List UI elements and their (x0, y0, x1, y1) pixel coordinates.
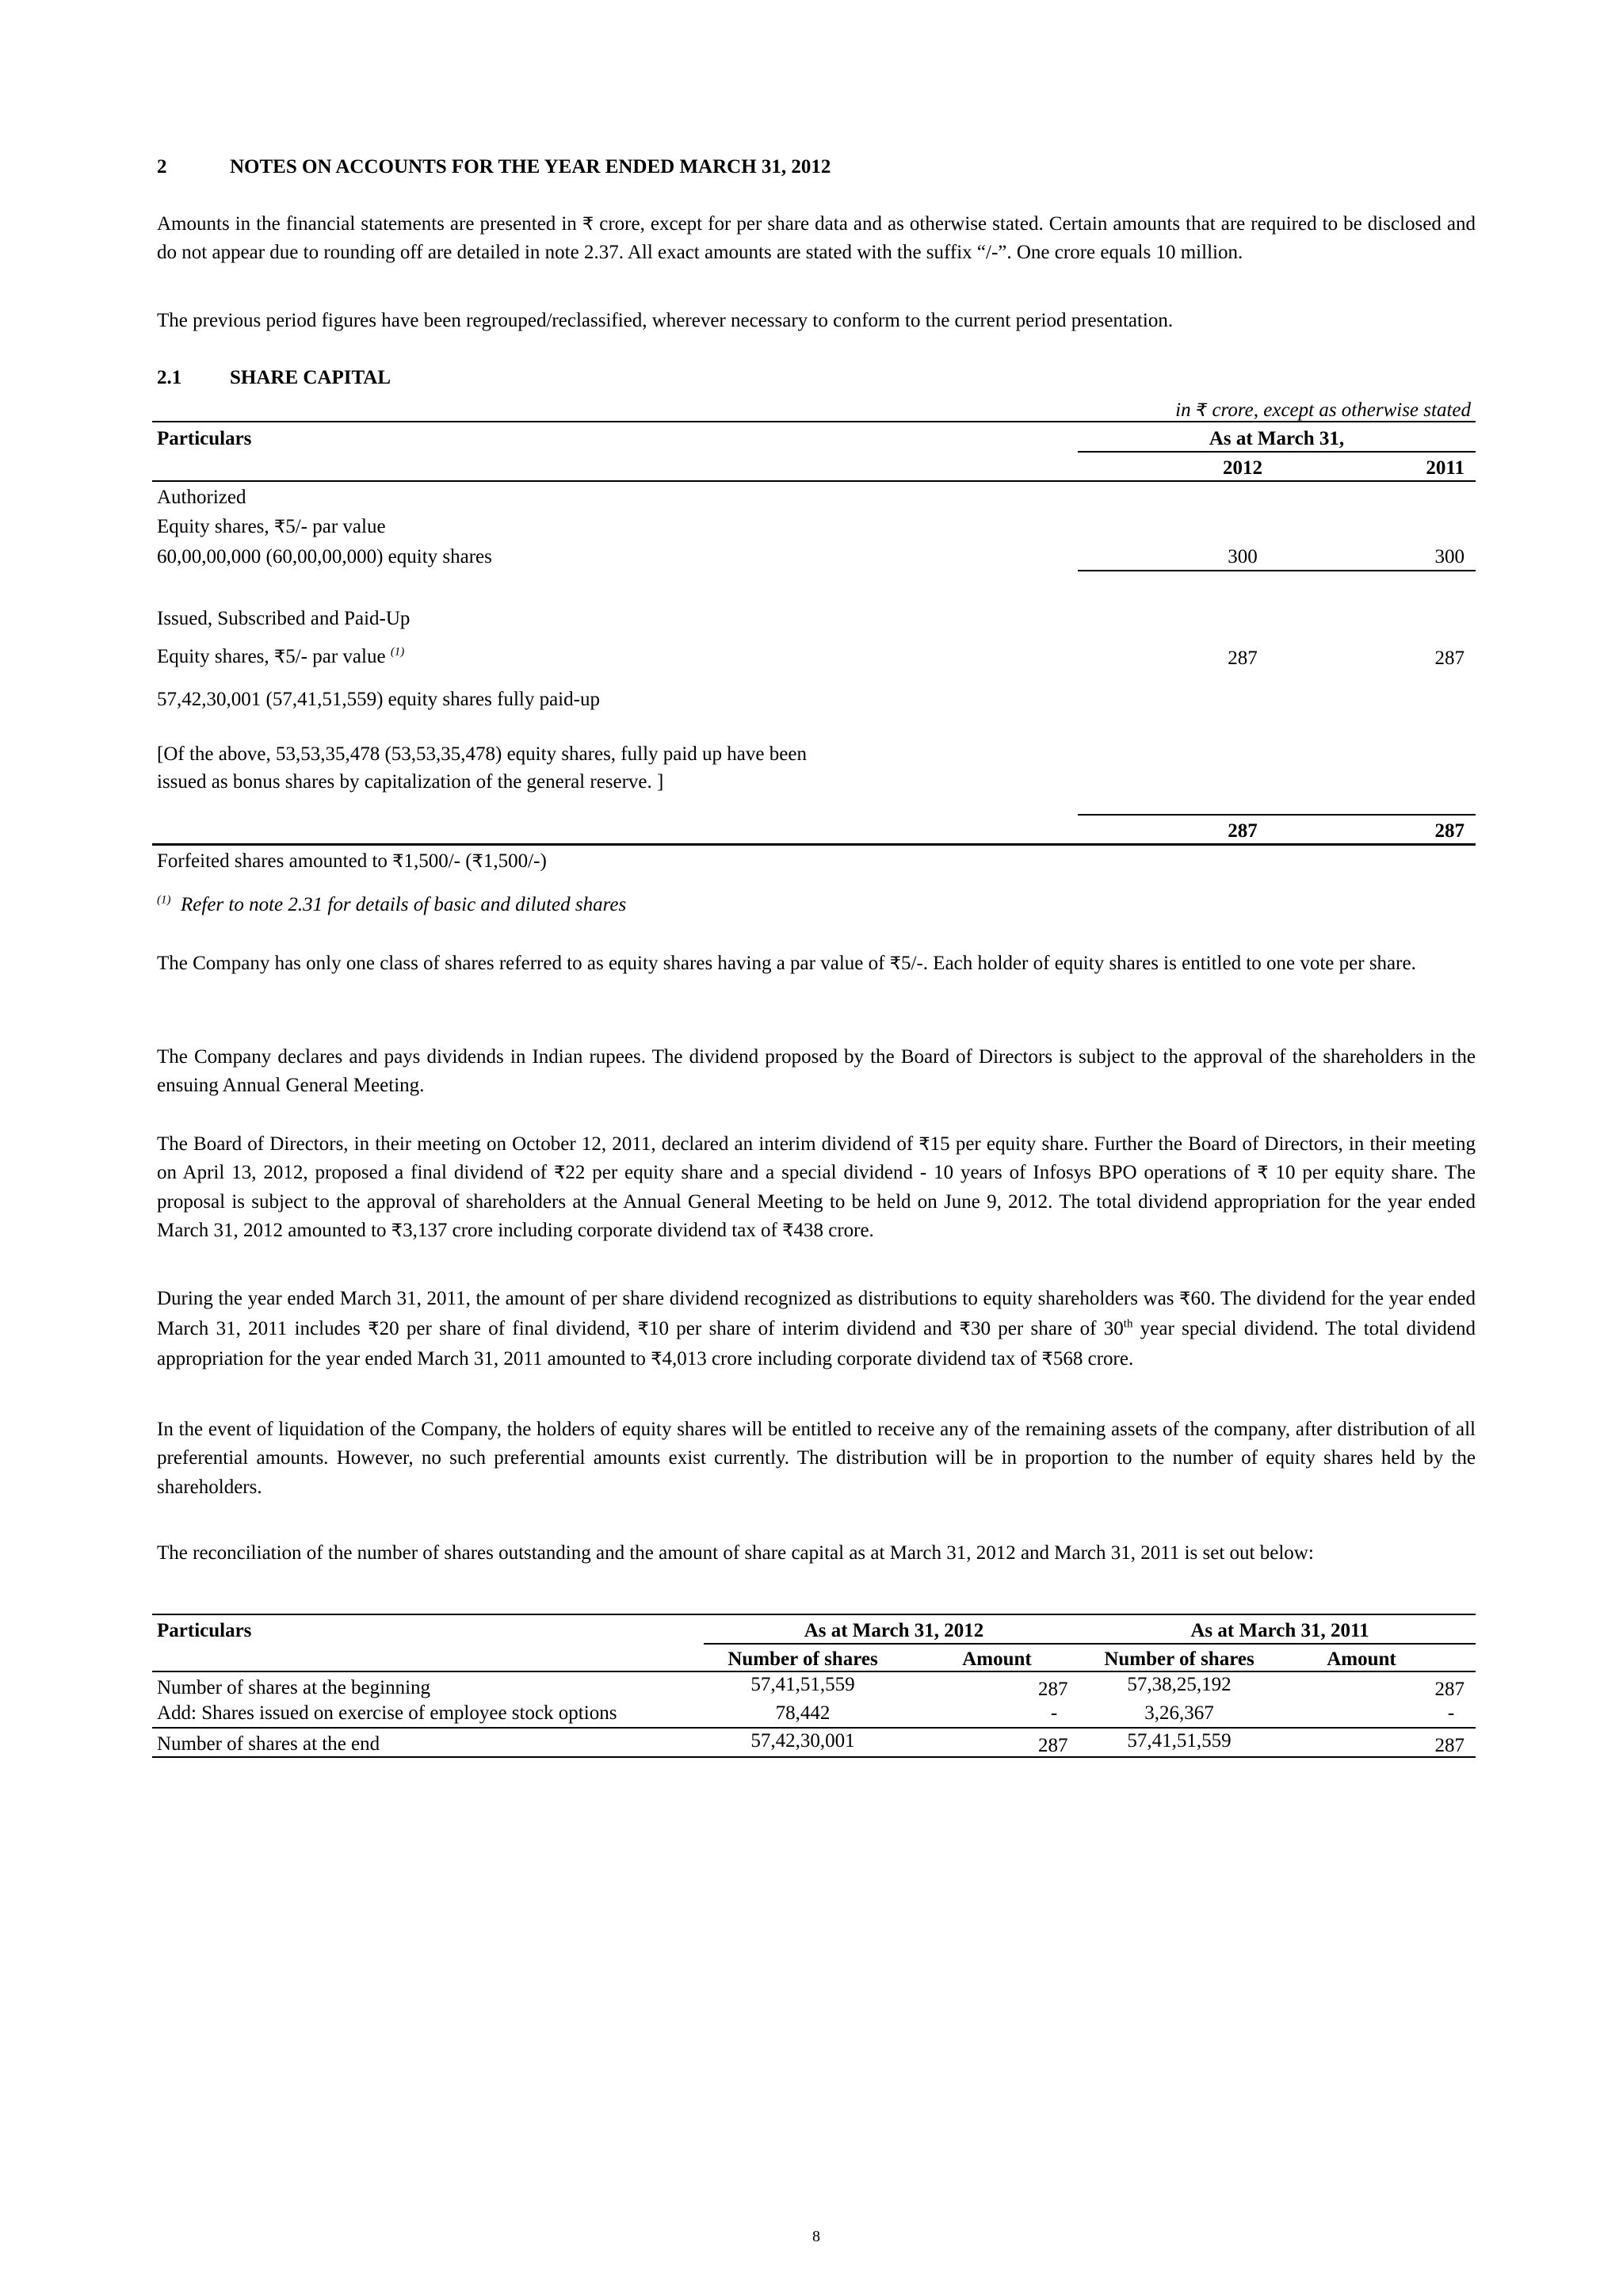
paragraph-liquidation: In the event of liquidation of the Company, the holders of equity shares will be entitled to receive any of the remaining assets of the company, after distribution of all preferential amounts. However, no such preferential amounts exist currently. The distribution will be in proportion to the number of equity shares held by the shareholders. (157, 1419, 1476, 1498)
table1-subheader-rule (1078, 451, 1476, 453)
page-number: 8 (812, 2228, 820, 2245)
issued-2011-value: 287 (1434, 648, 1465, 669)
table2-row-label: Add: Shares issued on exercise of employee stock options (157, 1702, 617, 1724)
issued-par-value: Equity shares, ₹5/- par value $^{(1)}$ (157, 645, 405, 667)
intro-paragraph-2: The previous period figures have been regrouped/reclassified, wherever necessary to conform to the current period presentation. (157, 310, 1174, 331)
units-note: in ₹ crore, except as otherwise stated (1175, 399, 1471, 421)
table2-row-amount-2012: - (1050, 1702, 1058, 1724)
table1-header-rule (152, 480, 1476, 482)
total-2011-value: 287 (1434, 820, 1465, 842)
table2-col-shares-2012: Number of shares (727, 1648, 878, 1670)
authorized-shares-label: 60,00,00,000 (60,00,00,000) equity shares (157, 546, 492, 567)
forfeited-shares-note: Forfeited shares amounted to ₹1,500/- (₹1,500/-) (157, 850, 547, 872)
authorized-label: Authorized (157, 487, 246, 508)
table2-row-shares-2011: 57,38,25,192 (1127, 1674, 1232, 1695)
table1-top-rule (152, 421, 1476, 422)
total-2012-value: 287 (1228, 820, 1258, 842)
table2-col-shares-2011: Number of shares (1104, 1648, 1254, 1670)
table1-footnote: $^{(1)}$ Refer to note 2.31 for details of basic and diluted shares (157, 893, 627, 915)
paragraph-dividends-2012: The Board of Directors, in their meeting on October 12, 2011, declared an interim dividend of ₹15 per equity share. Further the Board of Directors, in their meeting on April 13, 2012, proposed a final dividend of ₹22 per equity share and a special dividend - 10 years of Infosys BPO operations of ₹ 10 per equity share. The proposal is subject to the approval of shareholders at the Annual General Meeting to be held on June 9, 2012. The total dividend appropriation for the year ended March 31, 2012 amounted to ₹3,137 crore including corporate dividend tax of ₹438 crore. (157, 1133, 1476, 1241)
rupee-symbol: ₹ (582, 214, 594, 235)
table2-row-label: Number of shares at the beginning (157, 1677, 431, 1698)
paragraph-dividends-2011: During the year ended March 31, 2011, the amount of per share dividend recognized as distributions to equity shareholders was ₹60. The dividend for the year ended March 31, 2011 includes ₹20 per share of final dividend, ₹10 per share of interim dividend and ₹30 per share of 30th year special dividend. The total dividend appropriation for the year ended March 31, 2011 amounted to ₹4,013 crore including corporate dividend tax of ₹568 crore. (157, 1288, 1476, 1370)
table2-top-rule (152, 1614, 1476, 1615)
paragraph-reconciliation-intro: The reconciliation of the number of shares outstanding and the amount of share capital as at March 31, 2012 and March 31, 2011 is set out below: (157, 1542, 1314, 1564)
table1-header-2011: 2011 (1426, 457, 1465, 479)
table1-header-particulars: Particulars (157, 428, 252, 449)
table2-group-rule (704, 1643, 1476, 1645)
table2-row-shares-2012: 57,41,51,559 (750, 1674, 855, 1695)
table2-header-particulars: Particulars (157, 1620, 252, 1641)
table2-header-2012: As at March 31, 2012 (804, 1620, 984, 1641)
section-title: NOTES ON ACCOUNTS FOR THE YEAR ENDED MARCH 31, 2012 (230, 156, 831, 178)
table1-bottom-rule (152, 843, 1476, 846)
table2-row-shares-2011: 57,41,51,559 (1127, 1730, 1232, 1752)
table1-header-as-at: As at March 31, (1209, 428, 1345, 449)
authorized-2012-value: 300 (1228, 546, 1258, 567)
authorized-subtotal-rule (1078, 570, 1476, 571)
issued-shares-label: 57,42,30,001 (57,41,51,559) equity shares fully paid-up (157, 689, 600, 710)
table2-row-shares-2012: 57,42,30,001 (750, 1730, 855, 1752)
authorized-par-value: Equity shares, ₹5/- par value (157, 516, 386, 537)
table2-row-amount-2011: - (1447, 1702, 1455, 1724)
section-number: 2 (157, 156, 167, 178)
paragraph-dividends-currency: The Company declares and pays dividends in Indian rupees. The dividend proposed by the Board of Directors is subject to the approval of the shareholders in the ensuing Annual General Meeting. (157, 1046, 1476, 1097)
table2-row-amount-2012: 287 (1038, 1735, 1068, 1756)
table2-row-label: Number of shares at the end (157, 1733, 380, 1755)
issued-2012-value: 287 (1228, 648, 1258, 669)
total-top-rule (1078, 814, 1476, 816)
issued-label: Issued, Subscribed and Paid-Up (157, 608, 411, 629)
subsection-number: 2.1 (157, 367, 182, 388)
table2-row-amount-2012: 287 (1038, 1679, 1068, 1700)
table2-bottom-rule (152, 1756, 1476, 1758)
table2-col-amount-2011: Amount (1327, 1648, 1396, 1670)
authorized-2011-value: 300 (1434, 546, 1465, 567)
table2-row-shares-2012: 78,442 (775, 1702, 831, 1724)
table2-row-shares-2011: 3,26,367 (1144, 1702, 1214, 1724)
table2-row-amount-2011: 287 (1434, 1679, 1465, 1700)
table2-header-2011: As at March 31, 2011 (1190, 1620, 1369, 1641)
bonus-note-line-2: issued as bonus shares by capitalization of the general reserve. ] (157, 771, 664, 793)
bonus-note-line-1: [Of the above, 53,53,35,478 (53,53,35,478) equity shares, fully paid up have been (157, 743, 807, 765)
table1-header-2012: 2012 (1223, 457, 1262, 479)
table2-row-amount-2011: 287 (1434, 1735, 1465, 1756)
table2-col-amount-2012: Amount (962, 1648, 1032, 1670)
paragraph-share-class: The Company has only one class of shares referred to as equity shares having a par value of ₹5/-. Each holder of equity shares is entitled to one vote per share. (157, 953, 1416, 974)
subsection-title: SHARE CAPITAL (230, 367, 391, 388)
intro-paragraph-1: Amounts in the financial statements are presented in ₹ crore, except for per share data and as otherwise stated. Certain amounts that are required to be disclosed and do not appear due to rounding off are detailed in note 2.37. All exact amounts are stated with the suffix “/-”. One crore equals 10 million. (157, 213, 1476, 264)
